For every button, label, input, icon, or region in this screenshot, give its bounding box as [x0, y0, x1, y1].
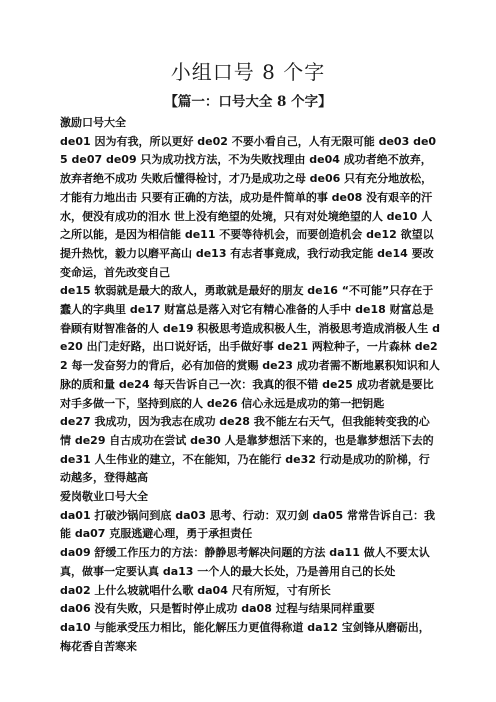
paragraph: da01 打破沙锅问到底 da03 思考、行动：双刃剑 da05 常常告诉自己：我能 da07 克服逃避心理，勇于承担责任	[60, 508, 435, 541]
paragraph: de15 软弱就是最大的敌人，勇敢就是最好的朋友 de16 “不可能”只存在于蠢人的字典里 de17 财富总是落入对它有精心准备的人手中 de18 财富总是眷顾有财智准备的人 de19 积极思考造成积极人生，消极思考造成消极人生 de20 出门走好路，出口说好话，出手做好事 de21 两粒种子，一片森林 de22 每一发奋努力的背后，必有加倍的赏赐 de23 成功者需不断地累积知识和人脉的质和量 de24 每天告诉自己一次：我真的很不错 de25 成功者就是要比对手多做一下，坚持到底的人 de26 信心永远是成功的第一把钥匙	[60, 284, 441, 410]
paragraph: da06 没有失败，只是暂时停止成功 da08 过程与结果同样重要	[60, 602, 375, 616]
section-heading: 爱岗敬业口号大全	[60, 490, 148, 504]
paragraph: da09 舒缓工作压力的方法：静静思考解决问题的方法 da11 做人不要太认真，做事一定要认真 da13 一个人的最大长处，乃是善用自己的长处	[60, 546, 430, 578]
paragraph: da10 与能承受压力相比，能化解压力更值得称道 da12 宝剑锋从磨砺出，梅花香自苦寒来	[60, 620, 430, 653]
paragraph: de27 我成功，因为我志在成功 de28 我不能左右天气，但我能转变我的心情 de29 自古成功在尝试 de30 人是靠梦想活下来的，也是靠梦想活下去的 de31 人生伟业的建立，不在能知，乃在能行 de32 行动是成功的阶梯，行动越多，登得越高	[60, 415, 434, 485]
document-title: 小组口号 8 个字	[170, 60, 326, 84]
paragraph: de01 因为有我，所以更好 de02 不要小看自己，人有无限可能 de03 de05 de07 de09 只为成功找方法，不为失败找理由 de04 成功者绝不放弃，放弃者绝不成功 失败后懂得检讨，才乃是成功之母 de06 只有充分地放松，才能有力地出击 只要有正确的方法，成功是件简单的事 de08 没有艰辛的汗水，便没有成功的泪水 世上没有绝望的处境，只有对处境绝望的人 de10 人之所以能，是因为相信能 de11 不要等待机会，而要创造机会 de12 欲望以提升热忱，毅力以磨平高山 de13 有志者事竟成，我行动我定能 de14 要改变命运，首先改变自己	[60, 134, 437, 279]
section-heading: 激励口号大全	[60, 116, 126, 129]
document-subtitle: 【篇一：口号大全 8 个字】	[164, 94, 332, 110]
document-body	[60, 114, 440, 656]
paragraph: da02 上什么坡就唱什么歌 da04 尺有所短，寸有所长	[60, 583, 331, 597]
